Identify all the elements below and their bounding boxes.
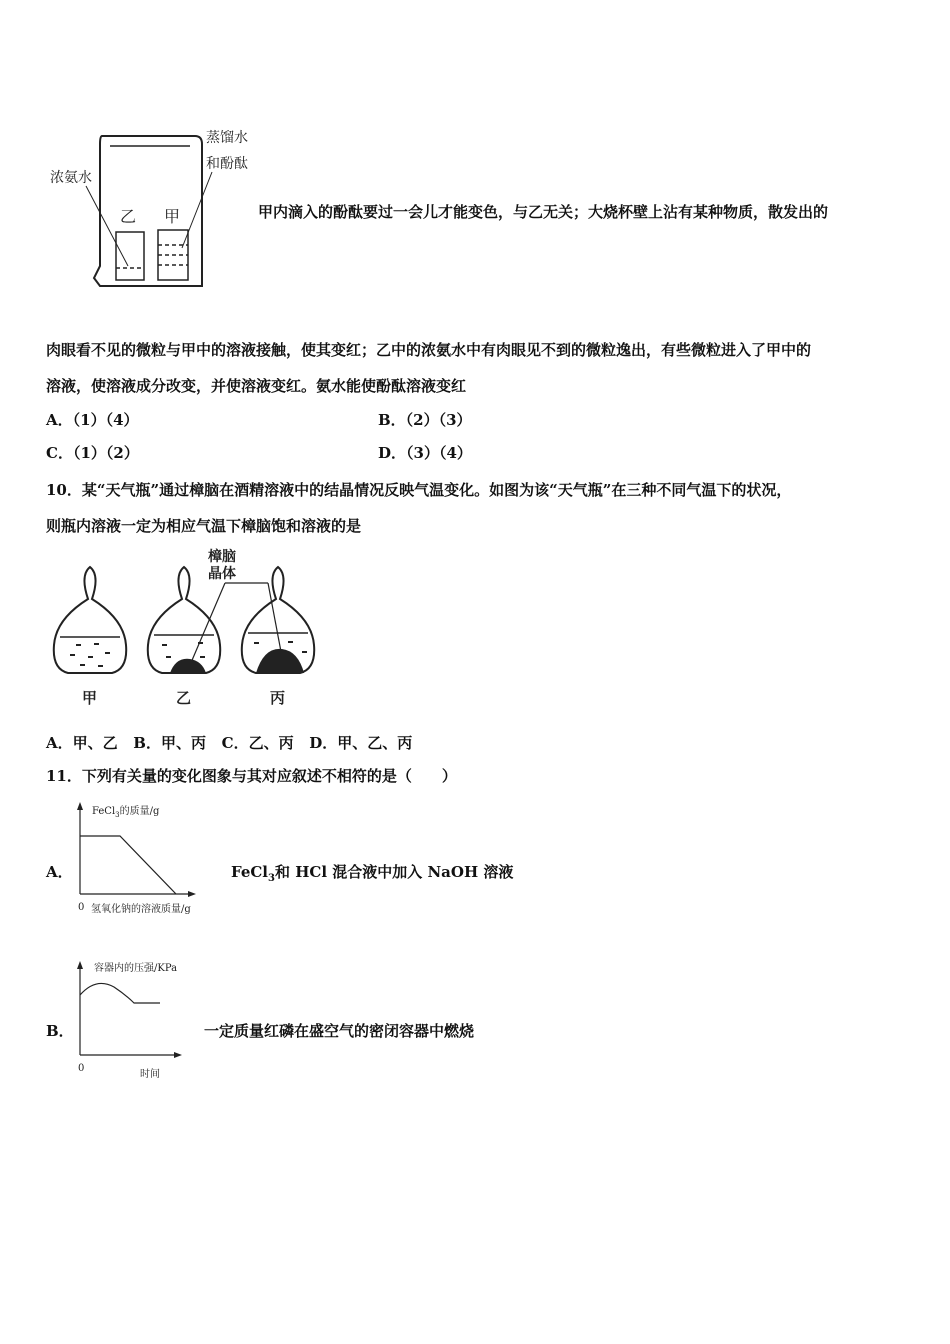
label-jia: 甲 (164, 207, 181, 226)
label-flask-bing: 丙 (270, 689, 286, 707)
q11-b-graph-ylabel: 容器内的压强/KPa (94, 963, 178, 974)
q10-weather-flasks-figure (50, 545, 330, 715)
q9-option-d[interactable]: D．（3）（4） (378, 444, 472, 462)
label-crystal: 晶体 (208, 566, 236, 582)
label-flask-yi: 乙 (176, 689, 192, 707)
q11-b-graph (72, 955, 212, 1081)
q10-stem-line2: 则瓶内溶液一定为相应气温下樟脑饱和溶液的是 (46, 517, 362, 535)
q11-stem: 11．下列有关量的变化图象与其对应叙述不相符的是（ ） (46, 767, 457, 785)
label-distilled-water: 蒸馏水 (206, 130, 248, 146)
q11-option-a-desc: FeCl$_3$和 HCl 混合液中加入 NaOH 溶液 (231, 863, 514, 884)
q11-a-graph (72, 798, 232, 920)
label-flask-jia: 甲 (82, 689, 98, 707)
q11-a-graph-origin: 0 (78, 902, 85, 913)
label-conc-ammonia: 浓氨水 (50, 170, 92, 186)
label-camphor: 樟脑 (208, 549, 236, 565)
q11-a-graph-xlabel: 氢氧化钠的溶液质量/g (91, 904, 191, 915)
q11-option-b-desc: 一定质量红磷在盛空气的密闭容器中燃烧 (204, 1022, 475, 1040)
q11-b-graph-origin: 0 (78, 1063, 85, 1074)
q9-text-line3: 溶液，使溶液成分改变，并使溶液变红。氨水能使酚酞溶液变红 (46, 377, 467, 395)
q9-beaker-figure (40, 120, 260, 300)
q10-options[interactable]: A．甲、乙 B．甲、丙 C．乙、丙 D．甲、乙、丙 (46, 734, 413, 752)
label-yi: 乙 (120, 207, 137, 226)
q11-option-b-letter[interactable]: B． (46, 1022, 74, 1040)
label-phenolphthalein: 和酚酞 (206, 156, 248, 172)
svg-text:FeCl3的质量/g: FeCl$_3$的质量/g (92, 806, 160, 819)
q9-text-line2: 肉眼看不见的微粒与甲中的溶液接触，使其变红；乙中的浓氨水中有肉眼见不到的微粒逸出，有些微粒进入了甲中的 (46, 341, 812, 359)
q9-option-c[interactable]: C．（1）（2） (46, 444, 139, 462)
q9-option-a[interactable]: A．（1）（4） (46, 411, 139, 429)
q9-option-b[interactable]: B．（2）（3） (378, 411, 472, 429)
q11-option-a-letter[interactable]: A． (46, 863, 73, 881)
q11-b-graph-xlabel: 时间 (140, 1069, 160, 1080)
q10-stem-line1: 10．某“天气瓶”通过樟脑在酒精溶液中的结晶情况反映气温变化。如图为该“天气瓶”在三种不同气温下的状况， (46, 481, 792, 499)
q9-text-line1: 甲内滴入的酚酞要过一会儿才能变色，与乙无关；大烧杯壁上沾有某种物质，散发出的 (258, 203, 829, 221)
